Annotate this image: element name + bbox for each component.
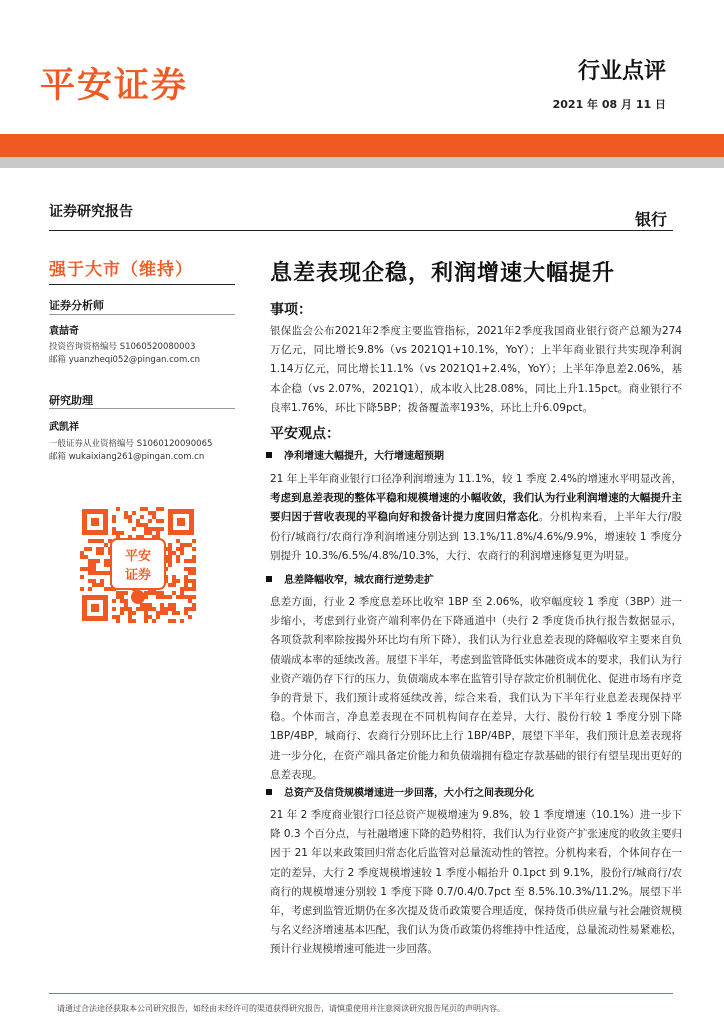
qr-module <box>124 607 128 611</box>
qr-module <box>152 511 156 515</box>
qr-module <box>184 595 188 599</box>
analyst-heading: 证券分析师 <box>49 299 104 312</box>
analyst-divider <box>49 314 235 315</box>
qr-module <box>168 551 172 555</box>
qr-module <box>156 507 160 511</box>
footer-disclaimer: 请通过合法途径获取本公司研究报告，如经由未经许可的渠道获得研究报告，请慎重使用并注意阅读研究报告尾页的声明内容。 <box>57 1004 505 1013</box>
qr-module <box>144 607 148 611</box>
footer-divider <box>49 993 673 994</box>
qr-module <box>156 519 160 523</box>
qr-module <box>180 619 184 623</box>
qr-module <box>184 587 188 591</box>
qr-module <box>100 579 104 583</box>
qr-module <box>112 531 116 535</box>
rating-label: 强于大市（维持） <box>49 260 193 280</box>
qr-module <box>92 539 96 543</box>
qr-module <box>104 559 108 563</box>
qr-module <box>88 547 92 551</box>
qr-module <box>152 607 156 611</box>
assistant-email[interactable]: 邮箱 wukaixiang261@pingan.com.cn <box>49 452 205 462</box>
section-3-title <box>266 784 534 799</box>
bullet-square-icon <box>266 452 272 458</box>
qr-module <box>128 611 132 615</box>
bullet-square-icon <box>266 576 272 582</box>
section-2-title-text: 息差降幅收窄，城农商行逆势走扩 <box>284 575 434 586</box>
qr-module <box>176 539 180 543</box>
qr-module <box>188 615 192 619</box>
qr-module <box>96 547 100 551</box>
qr-module <box>136 523 140 527</box>
events-paragraph: 银保监会公布2021年2季度主要监管指标，2021年2季度我国商业银行资产总额为274万亿元，同比增长9.8%（vs 2021Q1+10.1%，YoY）；上半年商业银行共实现净利润1.14万亿元，同比增长11.1%（vs 2021Q1+2.4%，YoY）；上半年净息差2.06%，基本企稳（vs 2.07%，2021Q1），成本收入比28.08%，同比上升1.15pct。商业银行不良率1.76%，环比下降5BP；拨备覆盖率193%，环比上升6.09pct。 <box>270 325 682 414</box>
qr-module <box>92 567 96 571</box>
qr-module <box>92 579 96 583</box>
qr-module <box>148 531 152 535</box>
qr-module <box>160 603 164 607</box>
qr-module <box>192 571 196 575</box>
qr-module <box>192 583 196 587</box>
qr-module <box>168 547 172 551</box>
qr-module <box>92 583 96 587</box>
qr-module <box>160 595 164 599</box>
qr-module <box>92 563 96 567</box>
qr-module <box>160 527 164 531</box>
report-title: 息差表现企稳，利润增速大幅提升 <box>270 261 616 286</box>
qr-module <box>120 591 124 595</box>
qr-module <box>88 587 92 591</box>
qr-module <box>128 515 132 519</box>
qr-label-bottom: 证券 <box>124 568 152 583</box>
qr-module <box>100 547 104 551</box>
qr-module <box>176 547 180 551</box>
qr-module <box>100 583 104 587</box>
qr-module <box>168 595 172 599</box>
qr-module <box>88 567 92 571</box>
qr-module <box>148 519 152 523</box>
qr-module <box>144 591 148 595</box>
qr-module <box>184 579 188 583</box>
qr-module <box>172 603 176 607</box>
qr-module <box>104 563 108 567</box>
qr-module <box>188 571 192 575</box>
qr-module <box>156 591 160 595</box>
qr-module <box>144 603 148 607</box>
section-2-title <box>266 571 434 586</box>
qr-module <box>168 559 172 563</box>
qr-module <box>140 603 144 607</box>
qr-module <box>148 607 152 611</box>
qr-module <box>116 595 120 599</box>
qr-module <box>80 587 84 591</box>
qr-module <box>120 595 124 599</box>
qr-module <box>188 595 192 599</box>
qr-module <box>136 607 140 611</box>
qr-module <box>188 579 192 583</box>
qr-module <box>184 583 188 587</box>
pingan-securities-logo: 平安证券 <box>40 66 189 106</box>
assistant-heading: 研究助理 <box>49 394 93 407</box>
qr-module <box>180 547 184 551</box>
qr-module <box>184 611 188 615</box>
qr-module <box>180 595 184 599</box>
qr-module <box>140 507 144 511</box>
qr-module <box>168 583 172 587</box>
qr-module <box>96 559 100 563</box>
assistant-name: 武凯祥 <box>49 422 79 433</box>
qr-module <box>192 539 196 543</box>
qr-module <box>140 515 144 519</box>
qr-module <box>100 571 104 575</box>
rating-divider <box>49 284 235 285</box>
qr-module <box>184 607 188 611</box>
qr-module <box>176 611 180 615</box>
qr-module <box>164 607 168 611</box>
section-1-text-a: 21 年上半年商业银行口径净利润增速为 11.1%，较 1 季度 2.4%的增速水平明显改善， <box>270 473 682 485</box>
qr-module <box>112 519 116 523</box>
sector-divider <box>49 230 673 231</box>
qr-module <box>156 615 160 619</box>
qr-module <box>112 607 116 611</box>
qr-module <box>148 511 152 515</box>
qr-module <box>112 527 116 531</box>
qr-module <box>148 591 152 595</box>
qr-module <box>100 551 104 555</box>
header-orange-bar <box>0 134 724 157</box>
report-kind: 证券研究报告 <box>49 204 133 220</box>
qr-module <box>144 531 148 535</box>
qr-module <box>176 595 180 599</box>
qr-module <box>172 619 176 623</box>
qr-module <box>132 611 136 615</box>
qr-module <box>116 591 120 595</box>
qr-module <box>144 615 148 619</box>
qr-module <box>92 571 96 575</box>
qr-module <box>168 543 172 547</box>
qr-module <box>96 571 100 575</box>
qr-module <box>192 567 196 571</box>
qr-module <box>136 519 140 523</box>
section-1-title <box>266 447 444 462</box>
qr-module <box>192 607 196 611</box>
section-2-paragraph: 息差方面，行业 2 季度息差环比收窄 1BP 至 2.06%，收窄幅度较 1 季度（3BP）进一步缩小，考虑到行业资产端利率仍在下降通道中（央行 2 季度货币执行报告数据显示，各项贷款利率除按揭外环比均有所下降），我们认为行业息差表现的降幅收窄主要来自负债端成本率的延续改善。展望下半年，考虑到监管降低实体融资成本的要求，我们认为行业资产端仍存下行的压力，负债端成本率在监管引导存款定价机制优化、促进市场有序竞争的背景下，我们预计或将延续改善，综合来看，我们认为下半年行业息差表现保持平稳。个体而言，净息差表现在不同机构间存在差异，大行、股份行较 1 季度分别下降 1BP/4BP，城商行、农商行分别环比上行 1BP/4BP，展望下半年，我们预计息差表现将进一步分化，在资产端具备定价能力和负债端拥有稳定存款基础的银行有望呈现出更好的息差表现。 <box>270 596 682 781</box>
section-1-text-bold: 考虑到息差表现的整体平稳和规模增速的小幅收敛，我们认为行业利润增速的大幅提升主要归因于营收表现的平稳向好和拨备计提力度回归常态化 <box>270 492 682 524</box>
qr-module <box>184 567 188 571</box>
qr-module <box>120 607 124 611</box>
qr-module <box>148 603 152 607</box>
qr-module <box>168 607 172 611</box>
qr-module <box>188 567 192 571</box>
qr-module <box>104 571 108 575</box>
qr-module <box>112 599 116 603</box>
qr-module <box>96 539 100 543</box>
analyst-email[interactable]: 邮箱 yuanzheqi052@pingan.com.cn <box>49 355 201 365</box>
qr-module <box>172 575 176 579</box>
qr-module <box>192 547 196 551</box>
qr-module <box>120 531 124 535</box>
qr-module <box>132 511 136 515</box>
qr-module <box>144 527 148 531</box>
qr-module <box>156 527 160 531</box>
assistant-divider <box>49 408 235 409</box>
qr-module <box>172 611 176 615</box>
section-1-text-b: 。分机构来看，上半年大行/股份行/城商行/农商行净利润增速分别达到 13.1%/11.8%/4.6%/9.9%，增速较 1 季度分别提升 10.3%/6.5%/4.8%/10.3%，大行、农商行的利润增速修复更为明显。 <box>270 511 682 562</box>
qr-module <box>152 591 156 595</box>
qr-module <box>188 559 192 563</box>
qr-module <box>192 587 196 591</box>
analyst-cert: 投资咨询资格编号 S1060520080003 <box>49 342 196 352</box>
sector-label: 银行 <box>634 210 667 229</box>
qr-module <box>168 619 172 623</box>
qr-module <box>140 523 144 527</box>
qr-module <box>168 555 172 559</box>
qr-module <box>124 603 128 607</box>
qr-module <box>152 515 156 519</box>
bullet-square-icon <box>266 789 272 795</box>
qr-module <box>84 555 88 559</box>
qr-module <box>160 591 164 595</box>
qr-module <box>180 587 184 591</box>
qr-module <box>104 587 108 591</box>
qr-module <box>180 543 184 547</box>
qr-module <box>88 539 92 543</box>
qr-module <box>116 531 120 535</box>
qr-module <box>80 555 84 559</box>
assistant-cert: 一般证券从业资格编号 S1060120090065 <box>49 439 213 449</box>
qr-module <box>88 563 92 567</box>
qr-module <box>84 567 88 571</box>
qr-module <box>164 611 168 615</box>
qr-module <box>124 515 128 519</box>
qr-module <box>192 579 196 583</box>
qr-module <box>156 595 160 599</box>
qr-module <box>192 555 196 559</box>
qr-module <box>188 543 192 547</box>
qr-module <box>88 571 92 575</box>
qr-module <box>164 595 168 599</box>
qr-module <box>112 515 116 519</box>
header-gray-bar <box>0 157 724 168</box>
qr-module <box>156 611 160 615</box>
qr-module <box>160 611 164 615</box>
qr-module <box>124 599 128 603</box>
qr-module <box>180 551 184 555</box>
qr-module <box>128 619 132 623</box>
qr-module <box>172 579 176 583</box>
qr-module <box>116 619 120 623</box>
qr-module <box>124 591 128 595</box>
qr-module <box>188 587 192 591</box>
qr-module <box>96 551 100 555</box>
qr-module <box>152 527 156 531</box>
qr-module <box>160 507 164 511</box>
qr-module <box>156 531 160 535</box>
qr-module <box>176 559 180 563</box>
qr-module <box>172 583 176 587</box>
qr-module <box>184 575 188 579</box>
qr-module <box>116 507 120 511</box>
qr-module <box>184 543 188 547</box>
qr-module <box>192 559 196 563</box>
qr-module <box>128 607 132 611</box>
qr-module <box>184 559 188 563</box>
section-3-paragraph: 21 年 2 季度商业银行口径总资产规模增速为 9.8%，较 1 季度增速（10.1%）进一步下降 0.3 个百分点，与社融增速下降的趋势相符，我们认为行业资产扩张速度的收敛主要归因于 21 年以来政策回归常态化后监管对总量流动性的管控。分机构来看，个体间存在一定的差异，大行 2 季度规模增速较 1 季度小幅抬升 0.1pct 到 9.1%，股份行/城商行/农商行的规模增速分别较 1 季度下降 0.7/0.4/0.7pct 至 8.5%.10.3%/11.2%。展望下半年，考虑到监管近期仍在多次提及货币政策要合理适度，保持货币供应量与社会融资规模与名义经济增速基本匹配，我们认为货币政策仍将维持中性适度，总量流动性易紧难松，预计行业规模增速可能进一步回落。 <box>270 809 682 956</box>
qr-module <box>120 599 124 603</box>
analyst-name: 袁喆奇 <box>49 326 79 337</box>
qr-module <box>168 563 172 567</box>
qr-code <box>78 505 198 625</box>
qr-module <box>96 583 100 587</box>
qr-module <box>144 619 148 623</box>
qr-module <box>144 523 148 527</box>
qr-module <box>128 519 132 523</box>
qr-module <box>176 555 180 559</box>
qr-module <box>80 551 84 555</box>
qr-module <box>188 599 192 603</box>
qr-module <box>120 611 124 615</box>
qr-module <box>100 539 104 543</box>
doc-type-label: 行业点评 <box>577 59 666 84</box>
qr-module <box>92 559 96 563</box>
qr-module <box>116 615 120 619</box>
qr-module <box>132 619 136 623</box>
qr-module <box>160 607 164 611</box>
qr-module <box>148 615 152 619</box>
qr-module <box>144 507 148 511</box>
qr-module <box>172 591 176 595</box>
qr-module <box>112 615 116 619</box>
qr-module <box>124 511 128 515</box>
section-1-title-text: 净利增速大幅提升，大行增速超预期 <box>284 451 444 462</box>
qr-module <box>152 619 156 623</box>
qr-label-top: 平安 <box>124 549 152 564</box>
qr-module <box>172 551 176 555</box>
qr-module <box>144 611 148 615</box>
section-3-title-text: 总资产及信贷规模增速进一步回落，大小行之间表现分化 <box>284 788 534 799</box>
events-heading: 事项： <box>270 302 312 318</box>
qr-module <box>108 587 112 591</box>
qr-module <box>140 607 144 611</box>
qr-module <box>80 575 84 579</box>
qr-module <box>160 519 164 523</box>
qr-module <box>176 579 180 583</box>
qr-module <box>88 559 92 563</box>
section-1-paragraph <box>270 470 682 566</box>
qr-module <box>188 607 192 611</box>
qr-module <box>132 527 136 531</box>
qr-module <box>104 543 108 547</box>
qr-module <box>192 603 196 607</box>
qr-module <box>168 603 172 607</box>
qr-module <box>84 547 88 551</box>
qr-module <box>192 595 196 599</box>
report-date: 2021 年 08 月 11 日 <box>552 98 666 111</box>
views-heading: 平安观点： <box>270 426 340 442</box>
qr-module <box>80 567 84 571</box>
qr-module <box>148 527 152 531</box>
qr-module <box>172 607 176 611</box>
qr-module <box>128 615 132 619</box>
qr-module <box>88 579 92 583</box>
qr-module <box>180 591 184 595</box>
